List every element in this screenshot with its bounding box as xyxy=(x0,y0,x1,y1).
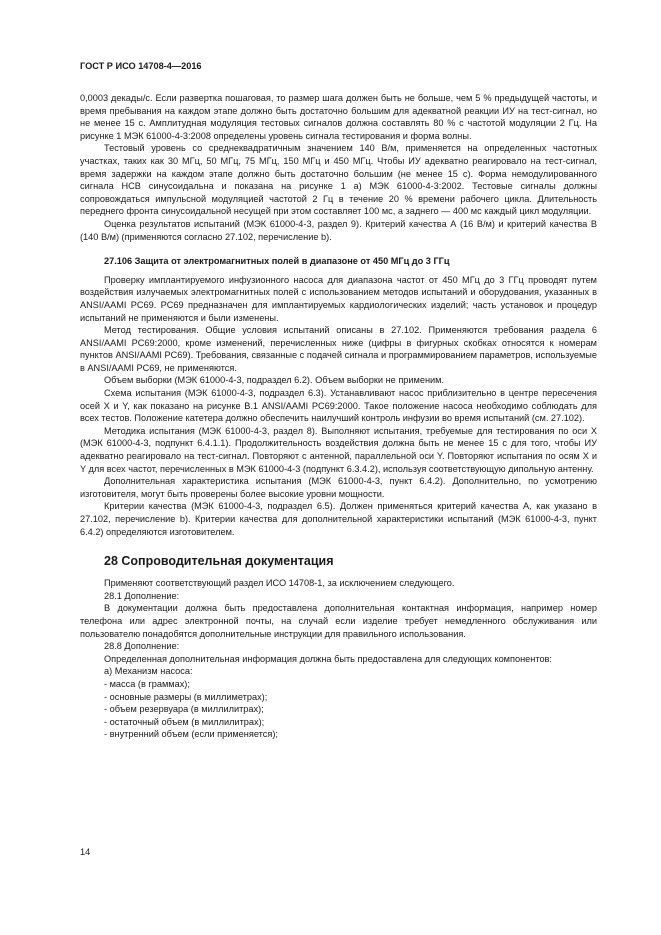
subsection-heading: 27.106 Защита от электромагнитных полей в диапазоне от 450 МГц до 3 ГГц xyxy=(104,256,450,267)
list-item: - масса (в граммах); xyxy=(104,678,190,689)
paragraph: Критерии качества (МЭК 61000-4-3, подраздел 6.5). Должен применяться критерий качества А, как указано в 27.102, перечисление b). Критерии качества для дополнительной характеристики испытаний (МЭК 61000-4-3, пункт 6.4.2) определяются изготовителем. xyxy=(80,501,597,537)
paragraph: Проверку имплантируемого инфузионного насоса для диапазона частот от 450 МГц до 3 ГГц проводят путем воздействия излучаемых электромагнитных полей с использованием методов испытаний и оборудования, указанных в ANSI/AAMI PC69. PC69 предназначен для имплантируемых кардиологических изделий; часть установок и процедур испытаний не применяются и были изменены. xyxy=(80,274,597,323)
list-item: - основные размеры (в миллиметрах); xyxy=(104,691,268,702)
list-item: - остаточный объем (в миллилитрах); xyxy=(104,716,265,727)
paragraph: 0,0003 декады/с. Если развертка пошаговая, то размер шага должен быть не больше, чем 5 % предыдущей частоты, и время пребывания на каждом этапе должно быть достаточно большим для адекватной реакции ИУ на тест-сигнал, но не менее 15 с. Амплитудная модуляция тестовых сигналов должна составлять 80 % с частотой модуляции 2 Гц. На рисунке 1 МЭК 61000-4-3:2008 определены уровень сигнала тестирования и форма волны. xyxy=(80,93,597,141)
paragraph: Метод тестирования. Общие условия испытаний описаны в 27.102. Применяются требования раздела 6 ANSI/AAMI PC69:2000, кроме изменений, перечисленных ниже (цифры в фигурных скобках относятся к номерам пунктов ANSI/AAMI PC69). Требования, связанные с подачей сигнала и программированием параметров, используемые в ANSI/AAMI PC69, не применяются. xyxy=(80,325,597,373)
paragraph: Применяют соответствующий раздел ИСО 14708-1, за исключением следующего. xyxy=(104,578,455,589)
paragraph: Объем выборки (МЭК 61000-4-3, подраздел 6.2). Объем выборки не применим. xyxy=(104,375,445,386)
section-heading: 28 Сопроводительная документация xyxy=(104,554,334,569)
list-item: - объем резервуара (в миллилитрах); xyxy=(104,704,264,715)
page-number: 14 xyxy=(80,847,91,857)
paragraph: Определенная дополнительная информация должна быть предоставлена для следующих компонентов: xyxy=(104,653,552,664)
list-item: а) Механизм насоса: xyxy=(104,666,193,677)
paragraph: В документации должна быть предоставлена дополнительная контактная информация, например номер телефона или адрес электронной почты, на случай если изделие требует немедленного обслуживания или пользователю понадобятся дополнительные инструкции для правильного использования. xyxy=(80,603,597,639)
paragraph: Тестовый уровень со среднеквадратичным значением 140 В/м, применяется на определенных частотных участках, таких как 30 МГц, 50 МГц, 75 МГц, 150 МГц и 450 МГц. Чтобы ИУ адекватно реагировало на тест-сигнал, время задержки на каждом этапе должно быть достаточно большим (не менее 15 с). Форма немодулированного сигнала НСВ синусоидальна и показана на рисунке 1 а) МЭК 61000-4-3:2002. Тестовые сигналы должны сопровождаться импульсной модуляцией частотой 2 Гц в течение 20 % времени рабочего цикла. Длительность переднего фронта синусоидальной несущей при этом составляет 100 мс, а заднего — 400 мс каждый цикл модуляции. xyxy=(80,143,597,217)
paragraph: 28.1 Дополнение: xyxy=(104,590,180,601)
paragraph: 28.8 Дополнение: xyxy=(104,641,180,652)
paragraph: Оценка результатов испытаний (МЭК 61000-4-3, раздел 9). Критерий качества А (16 В/м) и критерий качества В (140 В/м) (применяются согласно 27.102, перечисление b). xyxy=(80,218,597,242)
page-content xyxy=(80,92,597,741)
list-item: - внутренний объем (если применяется); xyxy=(104,729,278,740)
document-header: ГОСТ Р ИСО 14708-4—2016 xyxy=(80,61,202,71)
paragraph: Дополнительная характеристика испытания (МЭК 61000-4-3, пункт 6.4.2). Дополнительно, по усмотрению изготовителя, могут быть проверены более высокие уровни мощности. xyxy=(80,476,597,499)
paragraph: Схема испытания (МЭК 61000-4-3, подраздел 6.3). Устанавливают насос приблизительно в центре пересечения осей X и Y, как показано на рисунке В.1 ANSI/AAMI PC69:2000. Такое положение насоса необходимо соблюдать для всех тестов. Положение катетера должно обеспечить наилучший контроль инфузии во время испытаний (см. 27.102). xyxy=(80,388,597,424)
paragraph: Методика испытания (МЭК 61000-4-3, раздел 8). Выполняют испытания, требуемые для тестирования по оси X (МЭК 61000-4-3, подпункт 6.4.1.1). Продолжительность воздействия должна быть не менее 15 с для того, чтобы ИУ адекватно реагировало на тест-сигнал. Повторяют с антенной, параллельной оси Y. Повторяют испытания по осям X и Y для всех частот, перечисленных в МЭК 61000-4-3 (подпункт 6.3.4.2), используя соответствующую дипольную антенну. xyxy=(80,425,597,474)
